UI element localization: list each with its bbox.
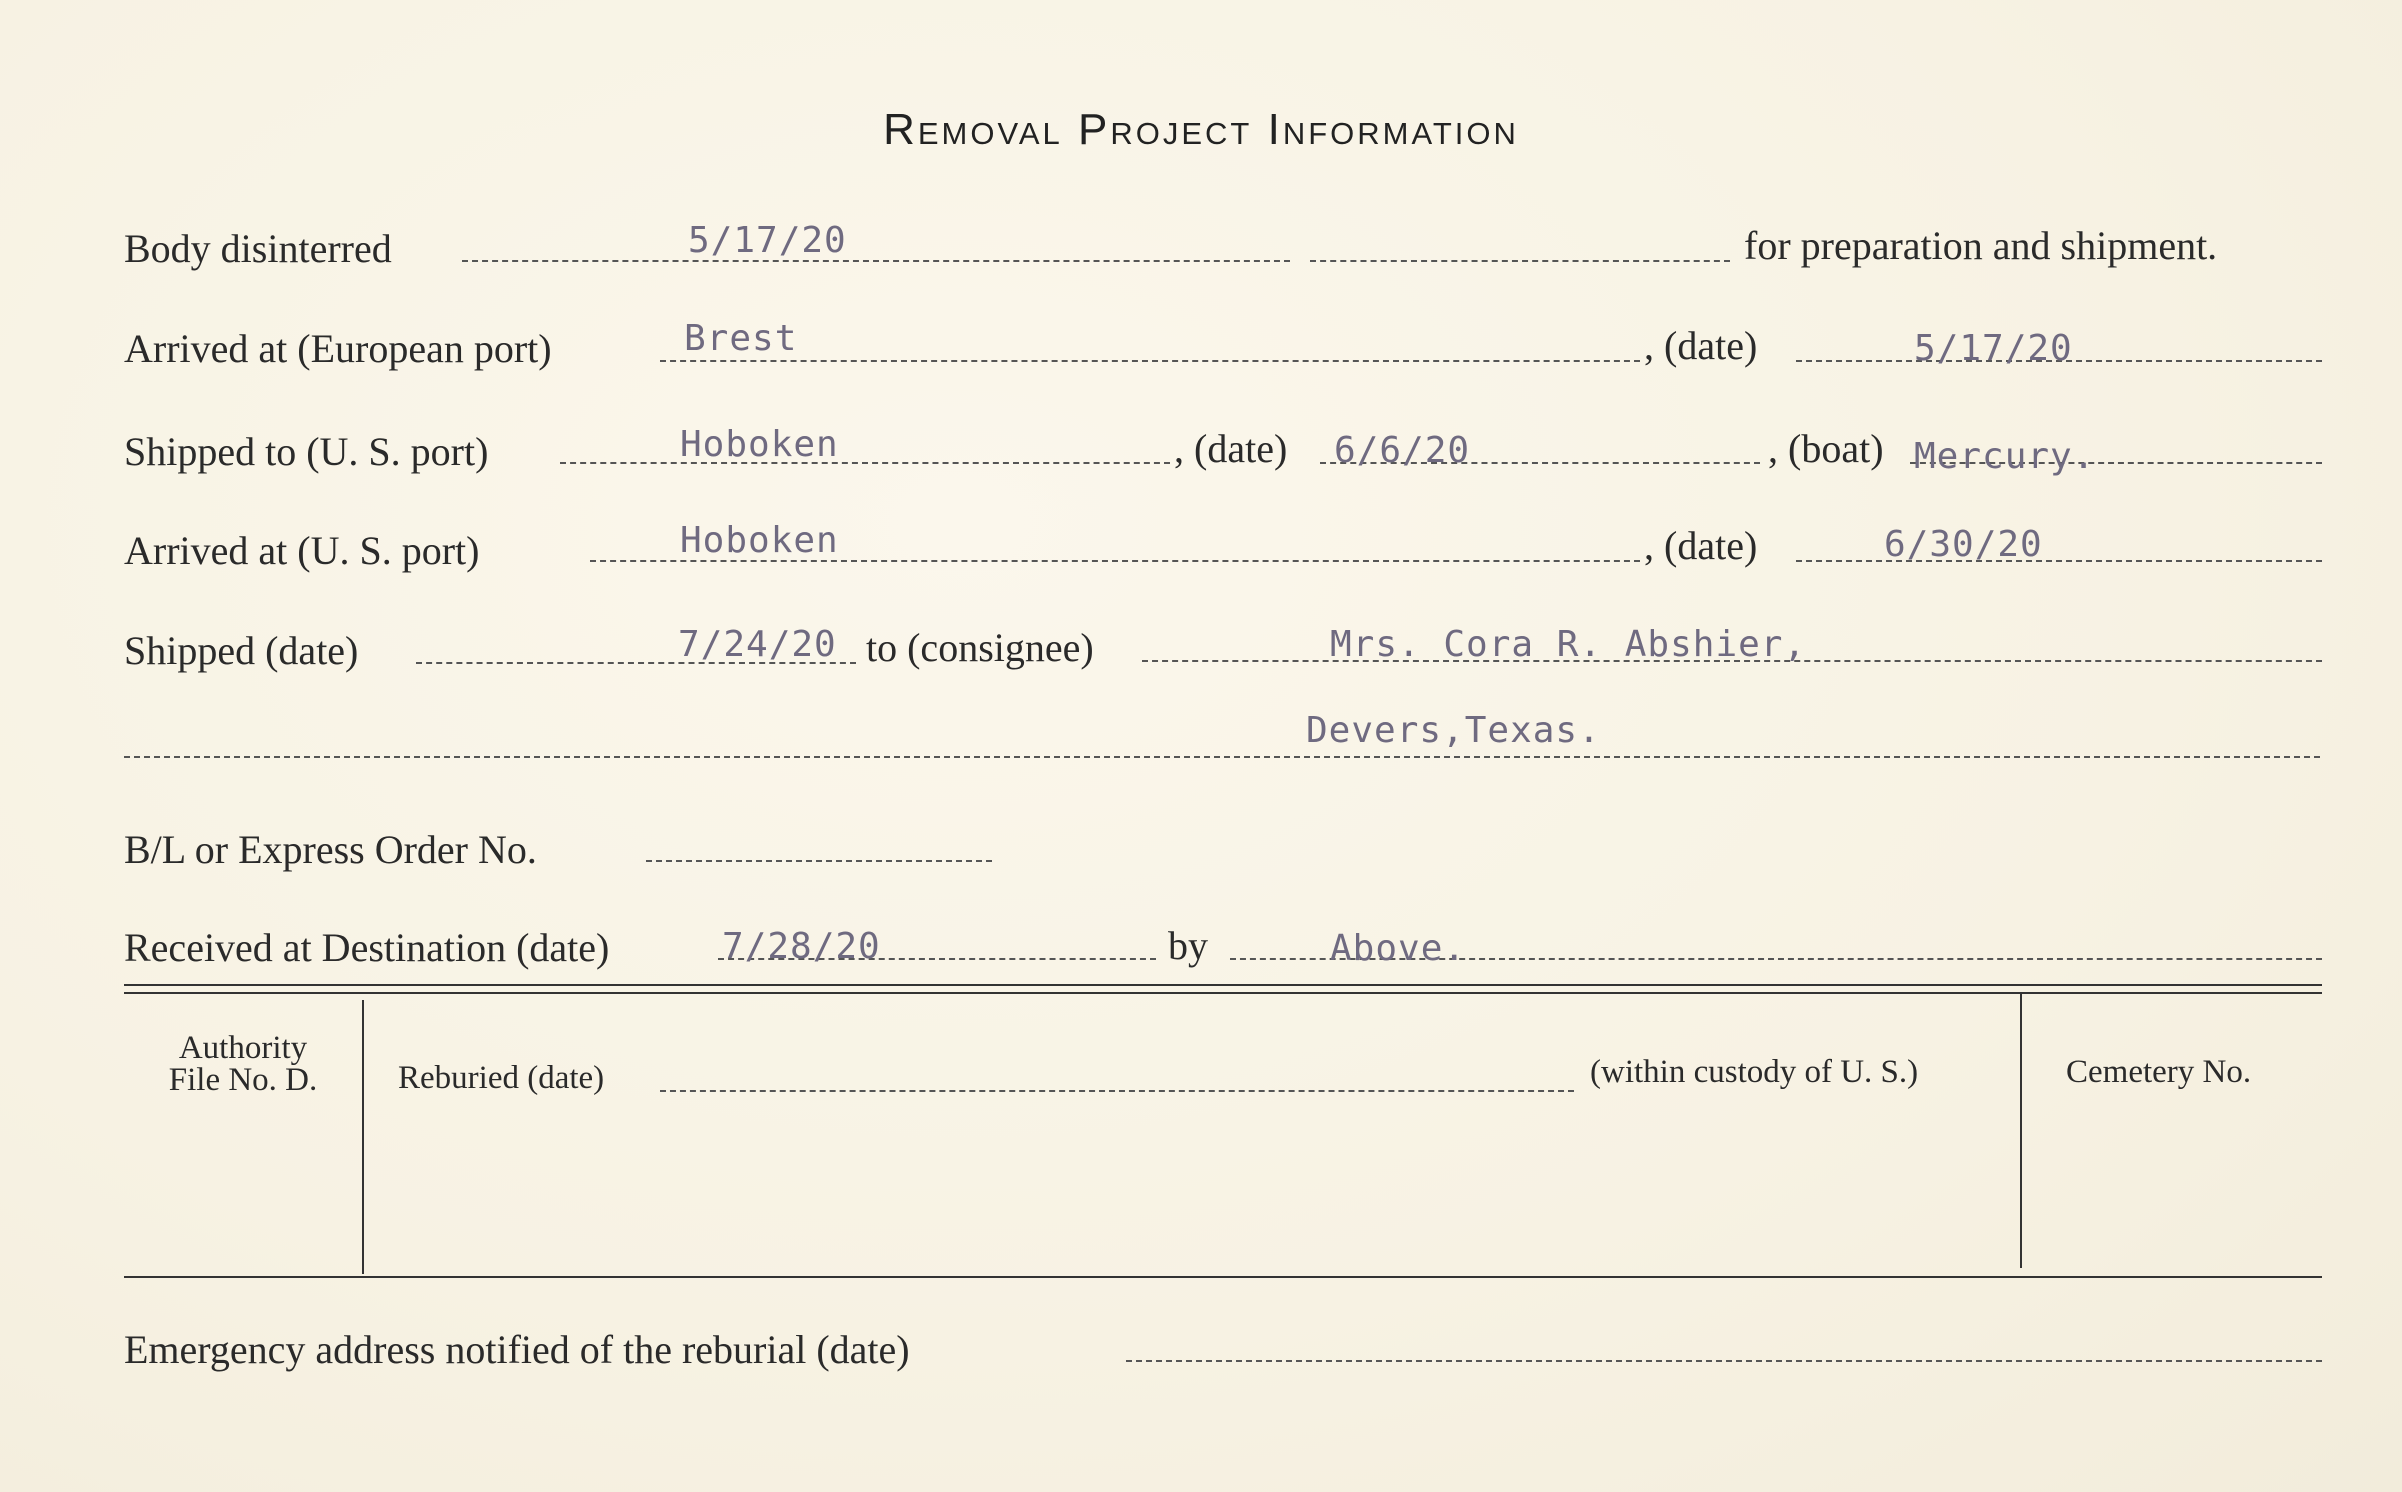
body-disinterred-line	[462, 260, 1290, 262]
reburied-line	[660, 1090, 1574, 1092]
shipped-to-label: Shipped to (U. S. port)	[124, 429, 489, 474]
consignee-address: Devers,Texas.	[1306, 710, 1601, 751]
shipped-to-boat-label: , (boat)	[1768, 426, 1884, 471]
shipped-to-date-label: , (date)	[1174, 426, 1288, 471]
bl-order-line	[646, 860, 992, 862]
received-destination-label: Received at Destination (date)	[124, 925, 610, 970]
preparation-shipment-text: for preparation and shipment.	[1744, 223, 2218, 268]
emergency-label: Emergency address notified of the reburial (date)	[124, 1327, 910, 1372]
box-divider-right	[2020, 994, 2022, 1268]
european-port-line	[660, 360, 1640, 362]
european-port-date-value: 5/17/20	[1914, 328, 2073, 369]
cemetery-label: Cemetery No.	[2066, 1054, 2252, 1090]
us-port-date-value: 6/30/20	[1884, 524, 2043, 565]
box-bottom-rule	[124, 1276, 2322, 1278]
shipped-to-date-value: 6/6/20	[1334, 430, 1471, 471]
box-divider-left	[362, 1000, 364, 1274]
authority-label-line1: Authority	[178, 1030, 308, 1066]
us-port-date-line	[1796, 560, 2322, 562]
received-by-label: by	[1168, 923, 1208, 968]
body-disinterred-line-2	[1310, 260, 1730, 262]
box-top-rule-2	[124, 992, 2322, 994]
shipped-date-value: 7/24/20	[678, 624, 837, 665]
address-line	[124, 756, 2320, 758]
box-top-rule	[124, 984, 2322, 986]
received-destination-value: 7/28/20	[722, 926, 881, 967]
received-by-value: Above.	[1330, 928, 1467, 969]
bl-order-label: B/L or Express Order No.	[124, 827, 537, 872]
body-disinterred-value: 5/17/20	[688, 220, 847, 261]
consignee-label: to (consignee)	[866, 625, 1094, 670]
body-disinterred-label: Body disinterred	[124, 226, 392, 271]
european-port-date-label: , (date)	[1644, 323, 1758, 368]
us-port-date-label: , (date)	[1644, 523, 1758, 568]
shipped-to-boat-value: Mercury.	[1914, 436, 2096, 477]
shipped-to-value: Hoboken	[680, 424, 839, 465]
european-port-value: Brest	[684, 318, 798, 359]
european-port-label: Arrived at (European port)	[124, 326, 552, 371]
us-port-value: Hoboken	[680, 520, 839, 561]
consignee-value: Mrs. Cora R. Abshier,	[1330, 624, 1807, 665]
reburied-label: Reburied (date)	[398, 1060, 605, 1096]
shipped-date-label: Shipped (date)	[124, 628, 359, 673]
emergency-line	[1126, 1360, 2322, 1362]
form-title: Removal Project Information	[883, 105, 1519, 154]
authority-label-line2: File No. D.	[168, 1062, 318, 1098]
shipped-to-line	[560, 462, 1170, 464]
us-port-label: Arrived at (U. S. port)	[124, 528, 480, 573]
custody-label: (within custody of U. S.)	[1590, 1054, 1919, 1090]
